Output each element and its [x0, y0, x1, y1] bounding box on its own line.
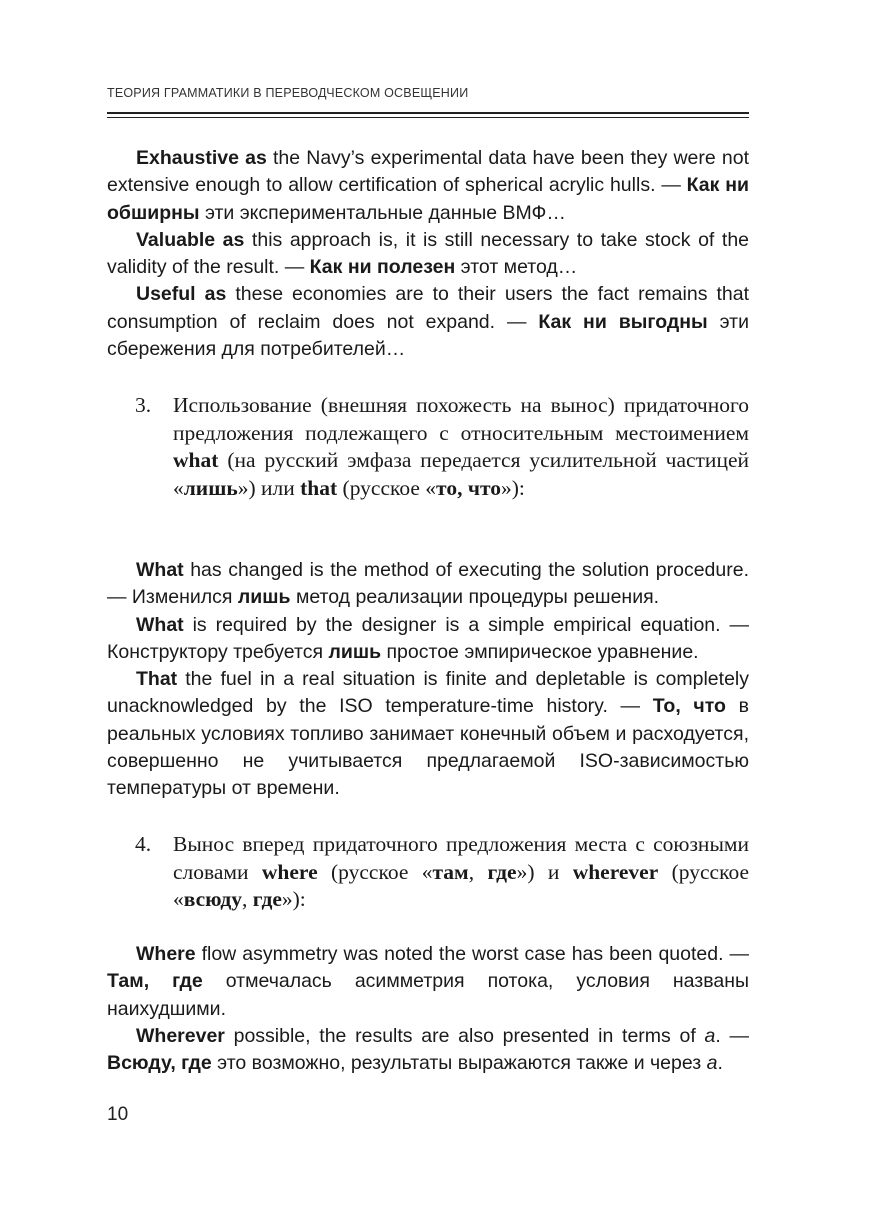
page-number: 10 [107, 1104, 129, 1125]
header-rule-thick [107, 112, 749, 114]
bold-term: Как ни полезен [309, 256, 456, 279]
bold-term: Useful as [136, 283, 227, 306]
bold-term: That [136, 668, 178, 691]
paragraph-block-1 [107, 145, 749, 363]
list-item [107, 392, 749, 502]
numbered-item-4 [107, 831, 749, 914]
bold-term: Всюду, где [107, 1052, 212, 1075]
bold-term: Как ни выгодны [538, 310, 708, 333]
bold-term: where [261, 859, 318, 884]
text-span: этот метод… [455, 256, 578, 279]
text-span: the Navy’s experimental data have been they were not extensive enough to allow certification of spherical acrylic hulls. — [107, 147, 750, 197]
paragraph: Where flow asymmetry was noted the worst case has been quoted. — Там, где отмечалась асимметрия потока, условия названы наихудшими. [107, 943, 749, 1020]
paragraph-block-2 [107, 557, 749, 803]
list-body: Вынос вперед придаточного предложения места с союзными словами where (русское «там, где») и wherever (русское «всюду, где»): [173, 832, 749, 911]
bold-term: лишь [328, 640, 382, 663]
running-head: ТЕОРИЯ ГРАММАТИКИ В ПЕРЕВОДЧЕСКОМ ОСВЕЩЕНИИ [107, 86, 469, 100]
list-number: 4. [135, 832, 152, 856]
bold-term: What [136, 613, 184, 636]
paragraph: Wherever possible, the results are also presented in terms of a. — Всюду, где это возможно, результаты выражаются также и через a. [107, 1024, 750, 1075]
list-item [107, 831, 749, 914]
bold-term: Там, где [107, 970, 203, 993]
bold-term: Where [136, 943, 196, 965]
text-span: this approach is, it is still necessary to take stock of the validity of the result. — [107, 228, 750, 279]
paragraph [107, 281, 749, 363]
bold-term: What [136, 559, 184, 581]
paragraph: What is required by the designer is a simple empirical equation. — Конструктору требуется лишь простое эмпирическое уравнение. [107, 613, 749, 663]
text-span: эти экспериментальные данные ВМФ… [199, 201, 566, 224]
paragraph: That the fuel in a real situation is finite and depletable is completely unacknowledged by the ISO temperature-time history. — То, что в реальных условиях топливо занимает конечный объем и расходуется, совершенно не учитывается предлагаемой ISO-зависимостью температуры от времени. [107, 668, 749, 800]
text-span: these economies are to their users the fact remains that consumption of reclaim does not expand. — [107, 283, 749, 333]
bold-term: Wherever [136, 1024, 225, 1047]
bold-term: лишь [183, 475, 238, 500]
paragraph-block-3 [107, 941, 749, 1077]
bold-term: то, что [436, 475, 501, 500]
bold-term: То, что [652, 695, 726, 718]
bold-term: там [432, 859, 469, 884]
paragraph: What has changed is the method of executing the solution procedure. — Изменился лишь метод реализации процедуры решения. [107, 559, 749, 609]
bold-term: где [487, 859, 517, 884]
numbered-item-3 [107, 392, 749, 502]
bold-term: what [173, 448, 219, 472]
text-span: эти сбережения для потребителей… [107, 310, 749, 361]
bold-term: wherever [572, 859, 659, 884]
bold-term: лишь [237, 586, 291, 609]
paragraph [107, 145, 749, 227]
italic-variable: a [706, 1052, 718, 1075]
bold-term: всюду [183, 887, 242, 911]
paragraph [107, 227, 749, 282]
bold-term: где [252, 887, 282, 911]
header-rule-thin [107, 117, 749, 118]
list-body: Использование (внешняя похожесть на вынос) придаточного предложения подлежащего с относительным местоимением what (на русский эмфаза передается усилительной частицей «лишь») или that (русское «то, что»): [173, 393, 749, 500]
list-number: 3. [135, 393, 152, 417]
bold-term: Exhaustive as [136, 147, 267, 169]
italic-variable: a [704, 1024, 716, 1047]
bold-term: that [300, 475, 338, 500]
bold-term: Valuable as [136, 228, 245, 251]
bold-term: Как ни обширны [107, 174, 749, 224]
